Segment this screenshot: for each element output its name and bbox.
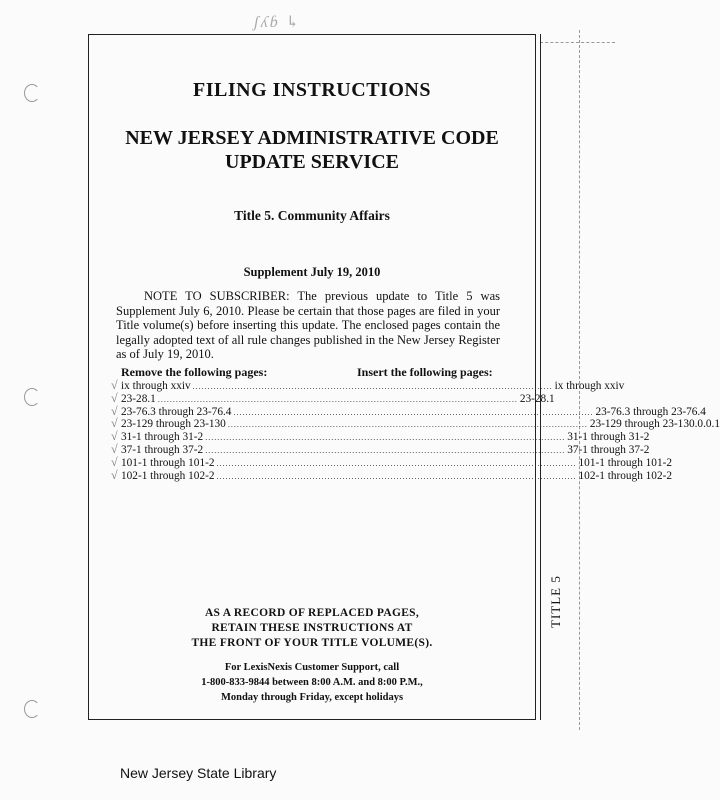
dot-leader: ........................................................................................................................ xyxy=(205,446,566,455)
code-title-line: NEW JERSEY ADMINISTRATIVE CODE xyxy=(125,127,499,149)
table-row xyxy=(121,392,555,406)
table-row xyxy=(121,405,706,419)
binder-hole xyxy=(24,388,40,406)
check-mark: √ xyxy=(111,429,118,444)
page-edge xyxy=(536,34,541,720)
dot-leader: ........................................................................................................................ xyxy=(216,471,577,481)
check-mark: √ xyxy=(111,467,118,482)
remove-pages: 23-28.1 xyxy=(121,392,156,405)
dot-leader: ........................................................................................................................ xyxy=(192,382,553,391)
retain-line: RETAIN THESE INSTRUCTIONS AT xyxy=(211,622,413,634)
handwritten-mark: ʃʎɓ ↳ xyxy=(254,14,302,31)
insert-pages: 23-28.1 xyxy=(519,392,555,405)
code-title xyxy=(88,126,536,174)
retain-notice xyxy=(88,606,536,651)
table-row xyxy=(121,418,720,431)
support-line: For LexisNexis Customer Support, call xyxy=(224,662,400,673)
dot-leader: ........................................................................................................................ xyxy=(227,420,588,430)
code-title-line: UPDATE SERVICE xyxy=(225,151,399,173)
insert-pages: 101-1 through 101-2 xyxy=(578,456,673,469)
support-info xyxy=(88,660,536,705)
check-mark: √ xyxy=(111,390,118,405)
support-line: 1-800-833-9844 between 8:00 A.M. and 8:00 P.M., xyxy=(201,677,423,688)
page-title: FILING INSTRUCTIONS xyxy=(193,79,431,101)
remove-pages: 37-1 through 37-2 xyxy=(121,444,204,456)
retain-line: THE FRONT OF YOUR TITLE VOLUME(S). xyxy=(191,637,433,649)
insert-pages: ix through xxiv xyxy=(554,380,625,392)
check-mark: √ xyxy=(111,378,118,392)
title-part: Title 5. Community Affairs xyxy=(234,208,390,223)
check-mark: √ xyxy=(111,454,118,469)
dot-leader: ........................................................................................................................ xyxy=(216,458,577,468)
insert-pages: 23-129 through 23-130.0.0.1 xyxy=(589,418,720,431)
subscriber-note: NOTE TO SUBSCRIBER: The previous update to Title 5 was Supplement July 6, 2010. Please be certain that those pages are filed in your Title volume(s) before inserting this update. The enclosed pages contain the legally adopted text of all rule changes published in the New Jersey Register as of July 19, 2010. xyxy=(116,289,500,362)
binder-hole xyxy=(24,84,40,102)
insert-pages: 31-1 through 31-2 xyxy=(567,431,650,444)
binder-hole xyxy=(24,700,40,718)
divider xyxy=(540,42,615,43)
remove-pages: 23-129 through 23-130 xyxy=(121,418,226,431)
library-stamp: New Jersey State Library xyxy=(120,765,277,781)
supplement-date: Supplement July 19, 2010 xyxy=(243,265,381,279)
side-tab-label: TITLE 5 xyxy=(548,575,563,628)
table-row xyxy=(121,469,673,483)
table-row xyxy=(121,380,625,393)
remove-pages: 23-76.3 through 23-76.4 xyxy=(121,405,232,418)
remove-pages: 31-1 through 31-2 xyxy=(121,431,204,444)
table-row xyxy=(121,444,650,457)
dot-leader: ........................................................................................................................ xyxy=(233,407,594,417)
insert-pages: 102-1 through 102-2 xyxy=(578,469,673,482)
remove-pages: ix through xxiv xyxy=(121,380,191,392)
insert-header: Insert the following pages: xyxy=(357,365,493,379)
check-mark: √ xyxy=(111,416,118,431)
remove-pages: 101-1 through 101-2 xyxy=(121,456,215,469)
insert-pages: 23-76.3 through 23-76.4 xyxy=(595,405,706,418)
remove-header: Remove the following pages: xyxy=(121,365,268,379)
support-line: Monday through Friday, except holidays xyxy=(220,692,404,703)
retain-line: AS A RECORD OF REPLACED PAGES, xyxy=(204,607,420,619)
dot-leader: ........................................................................................................................ xyxy=(205,433,566,443)
table-row xyxy=(121,431,650,444)
check-mark: √ xyxy=(111,403,118,418)
remove-pages: 102-1 through 102-2 xyxy=(121,469,215,482)
table-row xyxy=(121,456,673,470)
insert-pages: 37-1 through 37-2 xyxy=(567,444,650,456)
check-mark: √ xyxy=(111,442,118,456)
dot-leader: ........................................................................................................................ xyxy=(157,394,518,404)
